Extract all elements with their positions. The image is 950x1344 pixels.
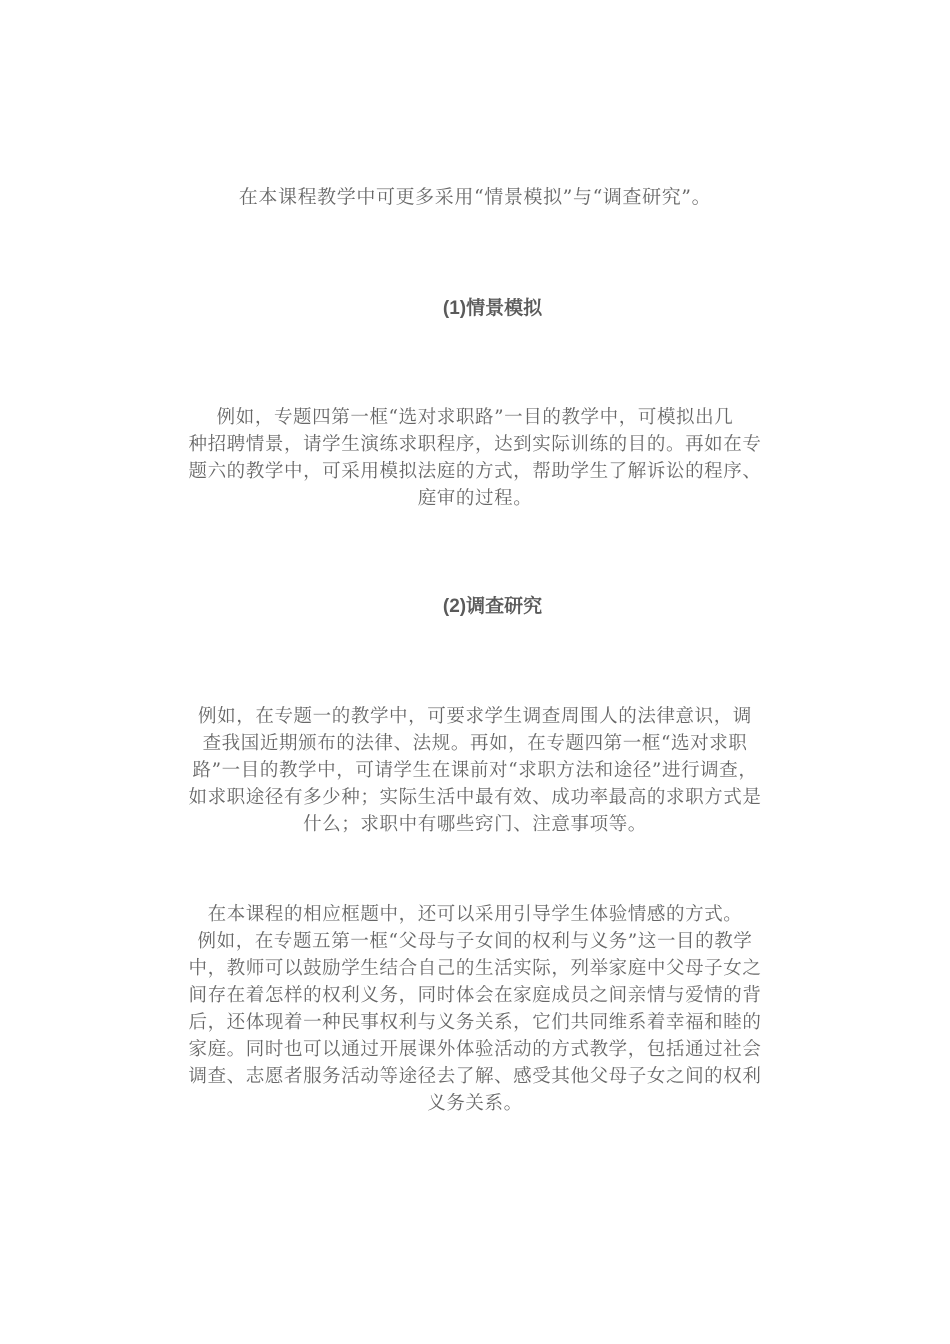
section-heading-scenario-simulation: (1)情景模拟	[442, 298, 543, 319]
survey-research-paragraph: 例如，在专题一的教学中，可要求学生调查周围人的法律意识，调 查我国近期颁布的法律、法规。再如，在专题四第一框“选对求职 路”一目的教学中，可请学生在课前对“求职方法和途径”进行调查， 如求职途径有多少种；实际生活中最有效、成功率最高的求职方式是 什么；求职中有哪些窍门、注意事项等。	[188, 706, 762, 835]
section-heading-survey-research: (2)调查研究	[442, 596, 543, 617]
emotional-experience-paragraph: 在本课程的相应框题中，还可以采用引导学生体验情感的方式。 例如，在专题五第一框“父母与子女间的权利与义务”这一目的教学 中，教师可以鼓励学生结合自己的生活实际，列举家庭中父母子女之 间存在着怎样的权利义务，同时体会在家庭成员之间亲情与爱情的背 后，还体现着一种民事权利与义务关系，它们共同维系着幸福和睦的 家庭。同时也可以通过开展课外体验活动的方式教学，包括通过社会 调查、志愿者服务活动等途径去了解、感受其他父母子女之间的权利 义务关系。	[188, 904, 762, 1114]
intro-sentence: 在本课程教学中可更多采用“情景模拟”与“调查研究”。	[238, 186, 712, 208]
scenario-simulation-paragraph: 例如，专题四第一框“选对求职路”一目的教学中，可模拟出几 种招聘情景，请学生演练求职程序，达到实际训练的目的。再如在专 题六的教学中，可采用模拟法庭的方式，帮助学生了解诉讼的程序、 庭审的过程。	[188, 407, 762, 509]
